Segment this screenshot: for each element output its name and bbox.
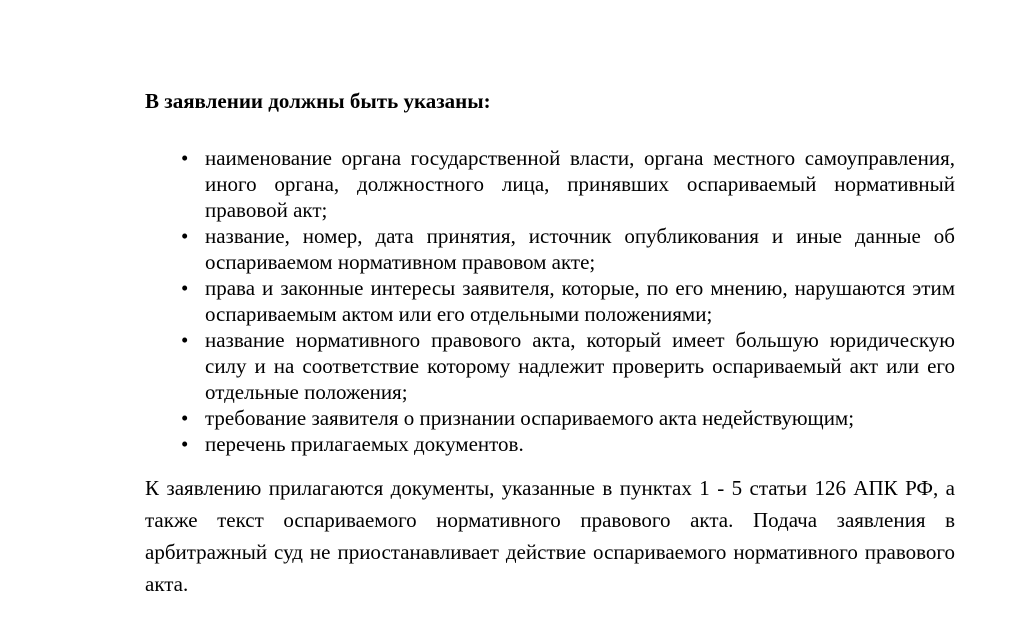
bullet-icon: • — [181, 328, 189, 352]
list-item — [145, 275, 955, 327]
list-item — [145, 145, 955, 223]
document-content — [145, 0, 955, 600]
list-item — [145, 405, 955, 431]
bullet-icon: • — [181, 146, 189, 170]
closing-paragraph: К заявлению прилагаются документы, указанные в пунктах 1 - 5 статьи 126 АПК РФ, а также текст оспариваемого нормативного правового акта. Подача заявления в арбитражный суд не приостанавливает действие оспариваемого нормативного правового акта. — [145, 476, 955, 596]
list-item-text: требование заявителя о признании оспариваемого акта недействующим; — [205, 406, 855, 430]
list-item — [145, 327, 955, 405]
list-item — [145, 431, 955, 457]
list-item-text: название нормативного правового акта, который имеет большую юридическую силу и на соответствие которому надлежит проверить оспариваемый акт или его отдельные положения; — [205, 328, 955, 404]
bullet-icon: • — [181, 276, 189, 300]
requirements-list — [145, 145, 955, 457]
list-item-text: права и законные интересы заявителя, которые, по его мнению, нарушаются этим оспариваемым актом или его отдельными положениями; — [205, 276, 955, 326]
bullet-icon: • — [181, 224, 189, 248]
list-item-text: перечень прилагаемых документов. — [205, 432, 524, 456]
bullet-icon: • — [181, 406, 189, 430]
list-item — [145, 223, 955, 275]
list-item-text: название, номер, дата принятия, источник опубликования и иные данные об оспариваемом нормативном правовом акте; — [205, 224, 955, 274]
bullet-icon: • — [181, 432, 189, 456]
list-item-text: наименование органа государственной власти, органа местного самоуправления, иного органа, должностного лица, принявших оспариваемый нормативный правовой акт; — [205, 146, 955, 222]
document-heading: В заявлении должны быть указаны: — [145, 89, 491, 113]
